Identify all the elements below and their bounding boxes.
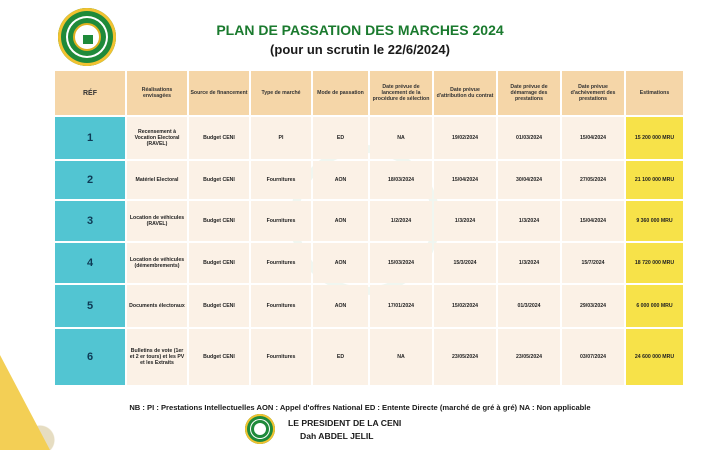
cell-mode: AON — [313, 285, 368, 327]
cell-type: Fournitures — [251, 285, 311, 327]
cell-source: Budget CENI — [189, 329, 249, 385]
cell-realisation: Recensement à Vocation Electoral (RAVEL) — [127, 117, 187, 159]
cell-source: Budget CENI — [189, 243, 249, 283]
cell-mode: ED — [313, 329, 368, 385]
cell-achevement: 27/05/2024 — [562, 161, 624, 199]
cell-achevement: 15/04/2024 — [562, 201, 624, 241]
cell-ref: 5 — [55, 285, 125, 327]
cell-ref: 4 — [55, 243, 125, 283]
cell-type: Fournitures — [251, 243, 311, 283]
cell-source: Budget CENI — [189, 201, 249, 241]
cell-demarrage: 1/3/2024 — [498, 201, 560, 241]
cell-ref: 3 — [55, 201, 125, 241]
cell-realisation: Location de véhicules (démembrements) — [127, 243, 187, 283]
cell-lancement: 15/03/2024 — [370, 243, 432, 283]
page-title: PLAN DE PASSATION DES MARCHES 2024 — [216, 22, 504, 38]
cell-mode: AON — [313, 243, 368, 283]
cell-attribution: 23/05/2024 — [434, 329, 496, 385]
cell-attribution: 19/02/2024 — [434, 117, 496, 159]
president-name: Dah ABDEL JELIL — [300, 431, 374, 441]
cell-estimation: 6 000 000 MRU — [626, 285, 683, 327]
cell-attribution: 15/3/2024 — [434, 243, 496, 283]
col-header-attribution: Date prévue d'attribution du contrat — [434, 71, 496, 115]
col-header-ref: RÉF — [55, 71, 125, 115]
cell-source: Budget CENI — [189, 117, 249, 159]
cell-estimation: 9 360 000 MRU — [626, 201, 683, 241]
cell-source: Budget CENI — [189, 161, 249, 199]
cell-source: Budget CENI — [189, 285, 249, 327]
cell-attribution: 1/3/2024 — [434, 201, 496, 241]
cell-type: Fournitures — [251, 201, 311, 241]
cell-realisation: Matériel Electoral — [127, 161, 187, 199]
cell-ref: 6 — [55, 329, 125, 385]
cell-attribution: 15/04/2024 — [434, 161, 496, 199]
cell-lancement: 17/01/2024 — [370, 285, 432, 327]
ceni-seal-small — [245, 414, 275, 444]
col-header-type: Type de marché — [251, 71, 311, 115]
cell-demarrage: 01/03/2024 — [498, 117, 560, 159]
cell-achevement: 15/04/2024 — [562, 117, 624, 159]
cell-demarrage: 23/05/2024 — [498, 329, 560, 385]
cell-achevement: 15/7/2024 — [562, 243, 624, 283]
cell-realisation: Bulletins de vote (1er et 2 er tours) et les PV et les Extraits — [127, 329, 187, 385]
cell-estimation: 21 100 000 MRU — [626, 161, 683, 199]
decorative-ornament — [0, 345, 60, 450]
cell-estimation: 18 720 000 MRU — [626, 243, 683, 283]
table-row — [55, 161, 683, 199]
cell-mode: AON — [313, 201, 368, 241]
col-header-lancement: Date prévue de lancement de la procédure de sélection — [370, 71, 432, 115]
cell-achevement: 29/03/2024 — [562, 285, 624, 327]
cell-type: PI — [251, 117, 311, 159]
cell-mode: ED — [313, 117, 368, 159]
cell-estimation: 15 200 000 MRU — [626, 117, 683, 159]
cell-demarrage: 30/04/2024 — [498, 161, 560, 199]
cell-realisation: Documents électoraux — [127, 285, 187, 327]
col-header-mode: Mode de passation — [313, 71, 368, 115]
cell-type: Fournitures — [251, 329, 311, 385]
col-header-achevement: Date prévue d'achèvement des prestations — [562, 71, 624, 115]
cell-lancement: NA — [370, 329, 432, 385]
page-subtitle: (pour un scrutin le 22/6/2024) — [270, 42, 450, 57]
cell-estimation: 24 600 000 MRU — [626, 329, 683, 385]
cell-achevement: 03/07/2024 — [562, 329, 624, 385]
cell-realisation: Location de véhicules (RAVEL) — [127, 201, 187, 241]
legend-note: NB : PI : Prestations Intellectuelles AON : Appel d'offres National ED : Entente Directe (marché de gré à gré) NA : Non applicable — [129, 403, 591, 412]
cell-ref: 2 — [55, 161, 125, 199]
procurement-table — [53, 69, 685, 387]
table-header-row — [55, 71, 683, 115]
col-header-demarrage: Date prévue de démarrage des prestations — [498, 71, 560, 115]
col-header-source: Source de financement — [189, 71, 249, 115]
cell-ref: 1 — [55, 117, 125, 159]
table-row — [55, 285, 683, 327]
table-row — [55, 201, 683, 241]
cell-attribution: 15/02/2024 — [434, 285, 496, 327]
cell-lancement: 1/2/2024 — [370, 201, 432, 241]
cell-mode: AON — [313, 161, 368, 199]
table-row — [55, 117, 683, 159]
cell-lancement: NA — [370, 117, 432, 159]
president-title: LE PRESIDENT DE LA CENI — [288, 418, 402, 428]
cell-demarrage: 1/3/2024 — [498, 243, 560, 283]
col-header-realisations: Réalisations envisagées — [127, 71, 187, 115]
col-header-estimations: Estimations — [626, 71, 683, 115]
cell-type: Fournitures — [251, 161, 311, 199]
table-row — [55, 329, 683, 385]
table-row — [55, 243, 683, 283]
cell-demarrage: 01/3/2024 — [498, 285, 560, 327]
cell-lancement: 18/03/2024 — [370, 161, 432, 199]
